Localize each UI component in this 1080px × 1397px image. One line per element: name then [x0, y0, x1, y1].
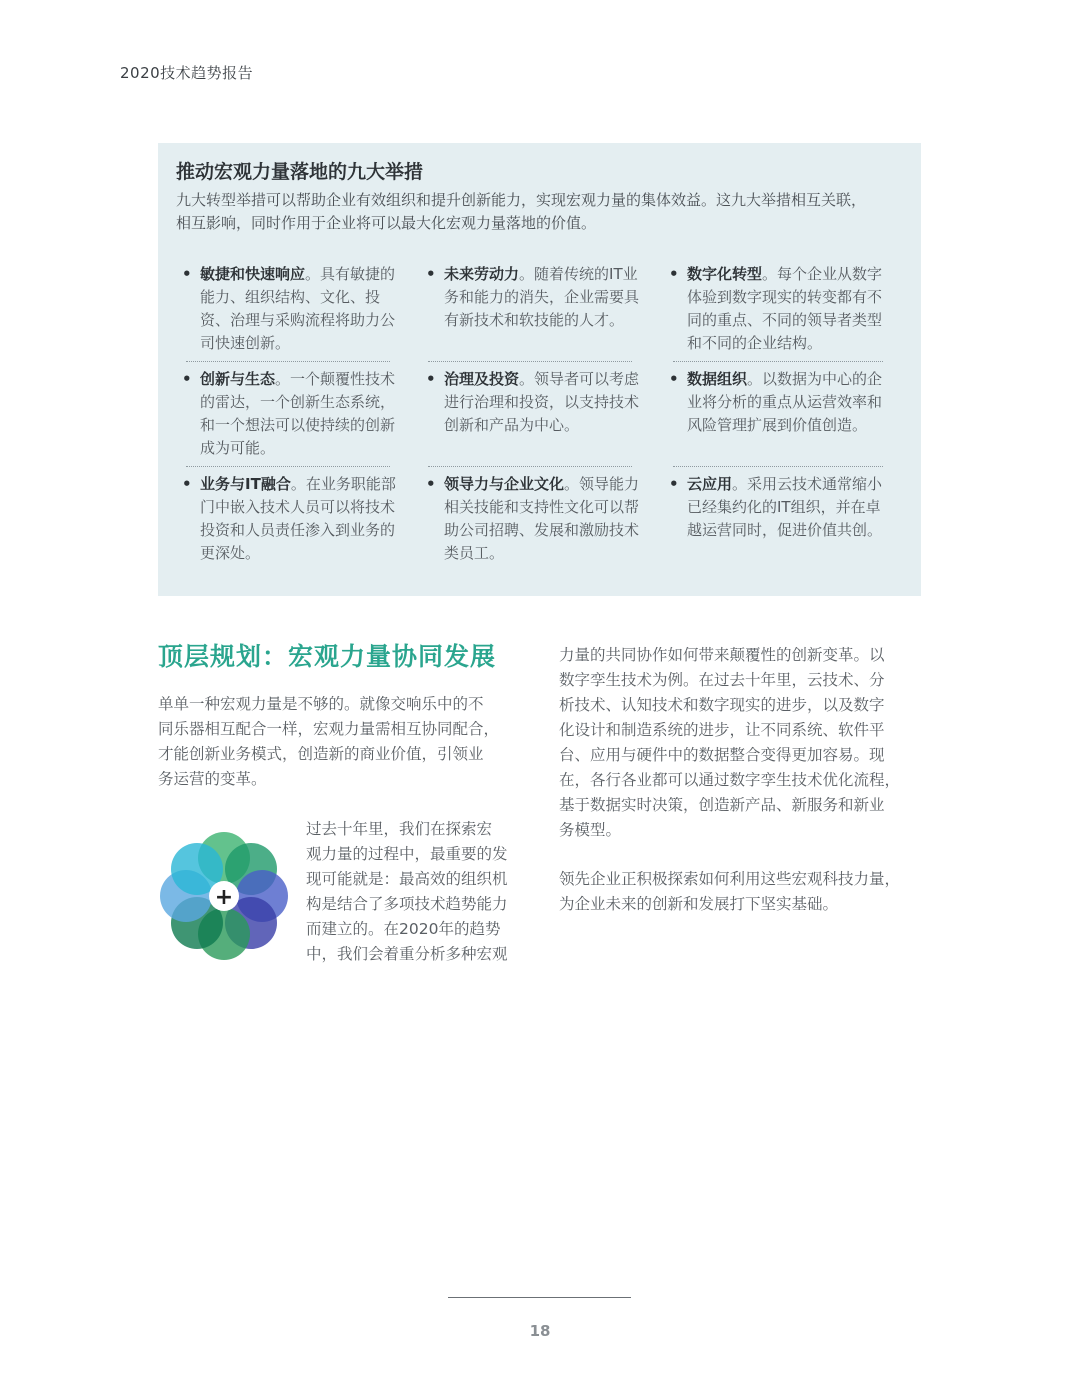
intro-line: 九大转型举措可以帮助企业有效组织和提升创新能力，实现宏观力量的集体效益。这九大举措相互关联， [176, 191, 867, 209]
bullet-icon: • [182, 370, 192, 388]
bullet-icon: • [669, 265, 679, 283]
intro-line: 相互影响，同时作用于企业将可以最大化宏观力量落地的价值。 [176, 214, 597, 232]
bullet-icon: • [669, 475, 679, 493]
box-title: 推动宏观力量落地的九大举措 [176, 161, 424, 183]
measure-term: 数据组织 [687, 370, 748, 388]
running-header: 2020技术趋势报告 [120, 64, 254, 82]
paragraph-conclusion: 领先企业正积极探索如何利用这些宏观科技力量， 为企业未来的创新和发展打下坚实基础。 [559, 870, 901, 913]
bullet-icon: • [426, 265, 436, 283]
divider [428, 361, 632, 362]
plus-icon: + [214, 885, 234, 910]
section-title: 顶层规划：宏观力量协同发展 [158, 642, 497, 671]
measure-item: • 云应用。采用云技术通常缩小 已经集约化的IT组织，并在卓 越运营同时，促进价值共创。 [669, 475, 883, 539]
measure-item: • 未来劳动力。随着传统的IT业 务和能力的消失，企业需要具 有新技术和软技能的人才。 [426, 265, 640, 329]
measure-term: 领导力与企业文化 [444, 475, 565, 493]
paragraph-intro: 单单一种宏观力量是不够的。就像交响乐中的不 同乐器相互配合一样，宏观力量需相互协同配合， 才能创新业务模式，创造新的商业价值，引领业 务运营的变革。 [158, 695, 500, 788]
measure-term: 业务与IT融合 [200, 475, 291, 493]
bullet-icon: • [182, 265, 192, 283]
bullet-icon: • [182, 475, 192, 493]
measure-item: • 治理及投资。领导者可以考虑 进行治理和投资，以支持技术 创新和产品为中心。 [426, 370, 640, 434]
macro-forces-circles-graphic [158, 830, 290, 962]
box-intro [176, 189, 906, 235]
measure-item: • 业务与IT融合。在业务职能部 门中嵌入技术人员可以将技术 投资和人员责任渗入到业务的 更深处。 [182, 475, 396, 562]
paragraph-digital-twin: 力量的共同协作如何带来颠覆性的创新变革。以 数字孪生技术为例。在过去十年里，云技术、分 析技术、认知技术和数字现实的进步，以及数字 化设计和制造系统的进步，让不同系统、软件平 台、应用与硬件中的数据整合变得更加容易。现 在，各行各业都可以通过数字孪生技术优化流程， 基于数据实时决策，创造新产品、新服务和新业 务模型。 [559, 646, 901, 839]
measure-term: 创新与生态 [200, 370, 276, 388]
measure-item: • 领导力与企业文化。领导能力 相关技能和支持性文化可以帮 助公司招聘、发展和激励技术 类员工。 [426, 475, 640, 562]
measure-term: 未来劳动力 [444, 265, 520, 283]
measure-item: • 敏捷和快速响应。具有敏捷的 能力、组织结构、文化、投 资、治理与采购流程将助力公 司快速创新。 [182, 265, 396, 352]
measure-term: 治理及投资 [444, 370, 520, 388]
measure-item: • 数据组织。以数据为中心的企 业将分析的重点从运营效率和 风险管理扩展到价值创造。 [669, 370, 883, 434]
paragraph-discovery: 过去十年里，我们在探索宏 观力量的过程中，最重要的发 现可能就是：最高效的组织机 构是结合了多项技术趋势能力 而建立的。在2020年的趋势 中，我们会着重分析多种宏观 [306, 820, 508, 963]
bullet-icon: • [426, 475, 436, 493]
divider [186, 361, 390, 362]
divider [186, 466, 390, 467]
divider [428, 466, 632, 467]
measure-item: • 创新与生态。一个颠覆性技术 的雷达，一个创新生态系统， 和一个想法可以使持续的创新 成为可能。 [182, 370, 396, 457]
divider [673, 361, 883, 362]
measure-item: • 数字化转型。每个企业从数字 体验到数字现实的转变都有不 同的重点、不同的领导者类型 和不同的企业结构。 [669, 265, 883, 352]
divider [673, 466, 883, 467]
bullet-icon: • [669, 370, 679, 388]
footer-rule [448, 1297, 631, 1298]
nine-measures-box [158, 143, 921, 596]
bullet-icon: • [426, 370, 436, 388]
measure-term: 数字化转型 [687, 265, 763, 283]
measure-term: 敏捷和快速响应 [200, 265, 306, 283]
page-number: 18 [529, 1322, 551, 1340]
measure-term: 云应用 [687, 475, 733, 493]
